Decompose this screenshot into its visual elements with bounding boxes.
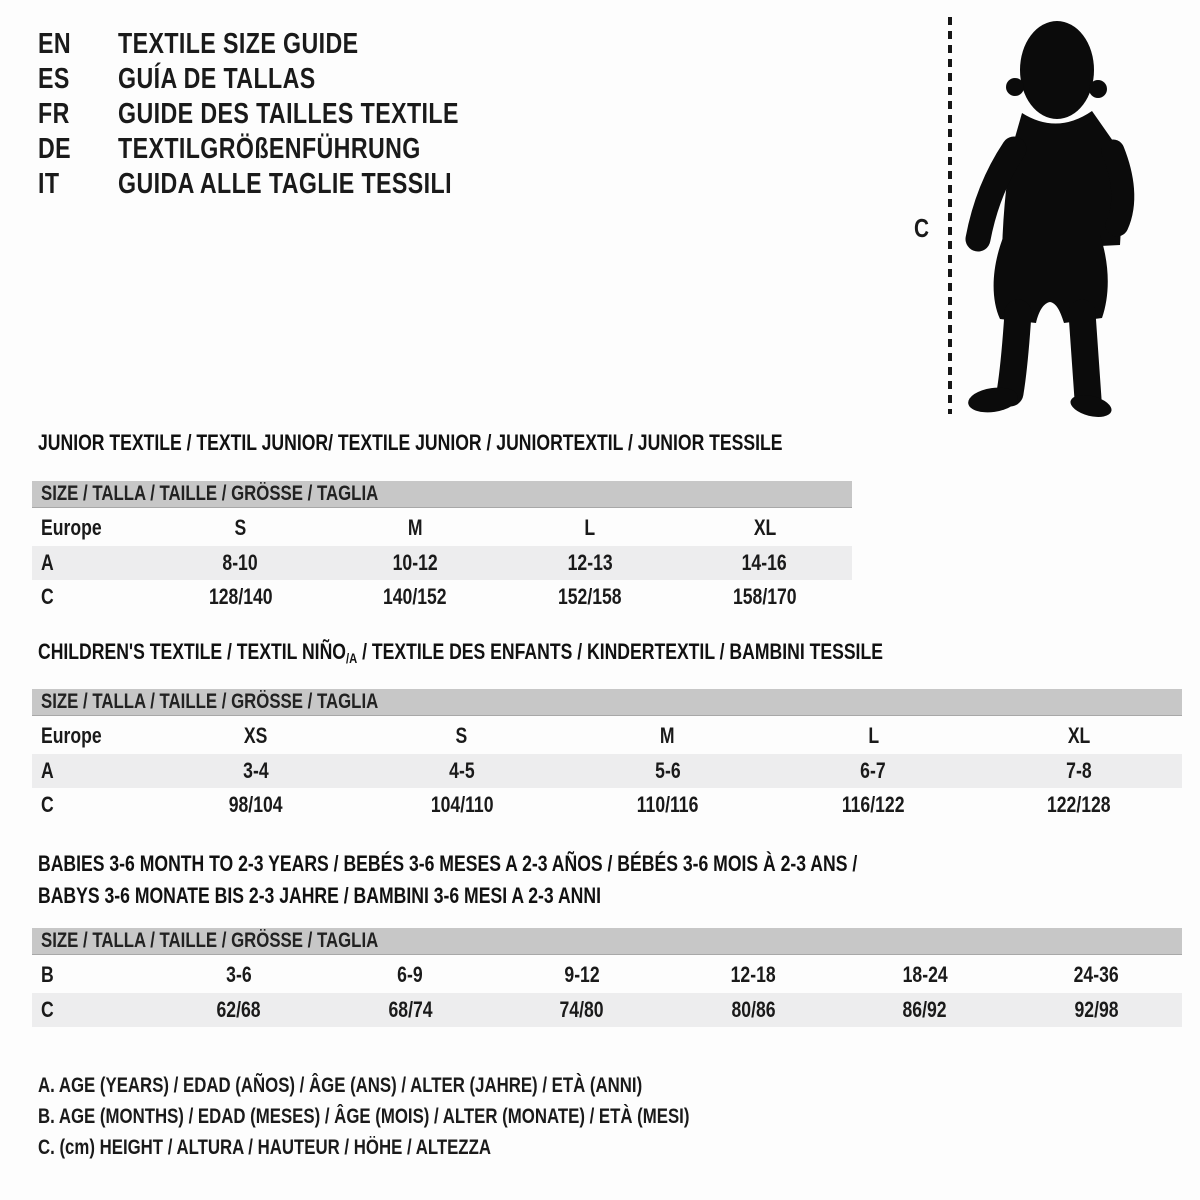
table-cell: 110/116 [636,792,699,817]
language-code: DE [38,133,72,165]
table-cell: 7-8 [1066,758,1092,783]
table-cell: M [407,515,423,540]
height-measure-label: C [914,213,930,243]
row-label: C [41,584,54,609]
table-cell: M [660,723,675,748]
language-title: GUIDE DES TAILLES TEXTILE [118,98,459,130]
table-cell: 152/158 [558,584,622,609]
size-header-bar: SIZE / TALLA / TAILLE / GRÖSSE / TAGLIA [32,689,1182,716]
table-cell: 92/98 [1074,997,1119,1022]
table-cell: 6-7 [860,758,887,783]
language-legend [38,27,544,202]
table-cell: S [234,515,247,540]
table-cell: 62/68 [216,997,261,1022]
children-size-table [32,689,1182,822]
table-cell: 3-4 [243,758,269,783]
row-label: A [41,758,54,783]
junior-section-title: JUNIOR TEXTILE / TEXTIL JUNIOR/ TEXTILE JUNIOR / JUNIORTEXTIL / JUNIOR TESSILE [38,430,783,455]
language-code: FR [38,98,70,130]
silhouette-right-arm [1113,151,1123,225]
table-cell: 4-5 [448,758,475,783]
note-b: B. AGE (MONTHS) / EDAD (MESES) / ÂGE (MOIS) / ALTER (MONATE) / ETÀ (MESI) [38,1105,690,1128]
title-subscript: /A [345,650,358,666]
size-header-bar: SIZE / TALLA / TAILLE / GRÖSSE / TAGLIA [32,928,1182,955]
language-row [38,62,544,97]
row-label: C [41,792,54,817]
language-code: EN [38,28,72,60]
language-title: GUIDA ALLE TAGLIE TESSILI [118,168,452,200]
language-title: TEXTILE SIZE GUIDE [118,28,359,60]
language-code: IT [38,168,60,200]
language-row [38,167,544,202]
babies-size-table [32,928,1182,1027]
table-cell: S [455,723,468,748]
table-cell: 158/170 [732,584,797,609]
legend-notes [38,1070,852,1163]
table-cell: 68/74 [388,997,433,1022]
babies-section-title [38,848,1062,912]
language-row [38,132,544,167]
table-cell: 116/122 [841,792,905,817]
silhouette-head [1020,21,1094,119]
table-cell: 14-16 [742,550,788,575]
language-title: TEXTILGRÖßENFÜHRUNG [118,133,421,165]
table-cell: L [867,723,879,748]
table-cell: 9-12 [564,962,600,987]
table-cell: 3-6 [226,962,252,987]
table-row [32,957,1182,993]
row-label: B [41,962,54,987]
silhouette-right-leg [1082,313,1088,399]
table-cell: 80/86 [731,997,776,1022]
note-c: C. (cm) HEIGHT / ALTURA / HAUTEUR / HÖHE / ALTEZZA [38,1136,491,1159]
table-cell: 6-9 [397,962,423,987]
silhouette-torso [1002,111,1121,251]
table-cell: 86/92 [902,997,947,1022]
size-header-bar: SIZE / TALLA / TAILLE / GRÖSSE / TAGLIA [32,481,852,508]
language-title: GUÍA DE TALLAS [118,63,316,95]
table-cell: L [584,515,596,540]
table-cell: 74/80 [559,997,604,1022]
table-cell: XL [1067,723,1091,748]
note-a: A. AGE (YEARS) / EDAD (AÑOS) / ÂGE (ANS) / ALTER (JAHRE) / ETÀ (ANNI) [38,1074,643,1097]
table-row [32,754,1182,788]
junior-size-table [32,481,852,614]
table-row [32,580,852,614]
table-cell: 12-13 [567,550,613,575]
table-cell: XS [244,723,268,748]
row-label: A [41,550,54,575]
table-cell: 122/128 [1047,792,1111,817]
table-cell: 98/104 [228,792,283,817]
table-row [32,546,852,580]
children-section-title: CHILDREN'S TEXTILE / TEXTIL NIÑO/A / TEXTILE DES ENFANTS / KINDERTEXTIL / BAMBINI TESSILE [38,639,883,666]
table-cell: 104/110 [430,792,494,817]
table-row [32,788,1182,822]
table-cell: 24-36 [1073,962,1119,987]
table-row [32,993,1182,1027]
table-cell: 128/140 [208,584,273,609]
language-code: ES [38,63,70,95]
table-cell: 10-12 [392,550,438,575]
babies-title-line1: BABIES 3-6 MONTH TO 2-3 YEARS / BEBÉS 3-6 MESES A 2-3 AÑOS / BÉBÉS 3-6 MOIS À 2-3 ANS / [38,851,858,876]
silhouette-left-leg [1010,313,1018,393]
table-row [32,718,1182,754]
table-cell: 5-6 [654,758,681,783]
language-row [38,97,544,132]
language-row [38,27,544,62]
height-dashed-line [948,17,952,414]
table-cell: 12-18 [730,962,776,987]
row-label: Europe [41,515,102,540]
table-cell: 8-10 [222,550,258,575]
table-row [32,510,852,546]
row-label: Europe [41,723,102,748]
table-cell: XL [753,515,776,540]
row-label: C [41,997,54,1022]
table-cell: 140/152 [383,584,447,609]
table-cell: 18-24 [902,962,948,987]
toddler-silhouette [960,13,1138,417]
babies-title-line2: BABYS 3-6 MONATE BIS 2-3 JAHRE / BAMBINI 3-6 MESI A 2-3 ANNI [38,883,601,908]
